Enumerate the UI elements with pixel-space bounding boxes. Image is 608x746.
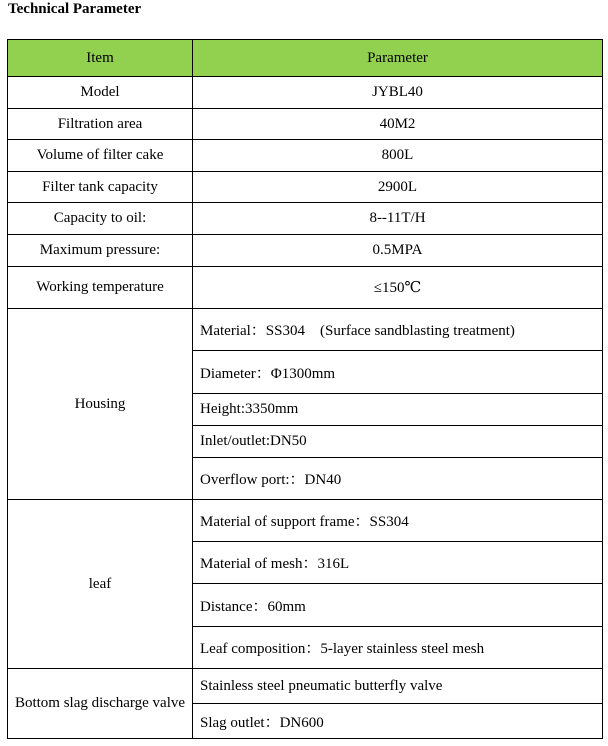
row-value: JYBL40 (193, 77, 603, 109)
row-value: 40M2 (193, 109, 603, 140)
row-value: 800L (193, 140, 603, 172)
row-value: ≤150℃ (193, 267, 603, 309)
table-row (8, 172, 603, 203)
row-item: Filter tank capacity (8, 172, 193, 203)
table-row (8, 140, 603, 172)
housing-value: Diameter：Φ1300mm (193, 351, 603, 394)
parameter-table (7, 39, 603, 739)
leaf-value: Material of support frame：SS304 (193, 500, 603, 542)
leaf-label: leaf (8, 500, 193, 669)
page-title: Technical Parameter (8, 1, 142, 17)
header-row (8, 40, 603, 77)
housing-value: Inlet/outlet:DN50 (193, 426, 603, 458)
row-value: 0.5MPA (193, 235, 603, 267)
header-item: Item (8, 40, 193, 77)
housing-value: Height:3350mm (193, 394, 603, 426)
table-row (8, 109, 603, 140)
bottom-valve-value: Stainless steel pneumatic butterfly valve (193, 669, 603, 704)
leaf-value: Distance：60mm (193, 584, 603, 627)
table-row (8, 77, 603, 109)
row-item: Working temperature (8, 267, 193, 309)
housing-label: Housing (8, 309, 193, 500)
housing-value: Material：SS304 (Surface sandblasting treatment) (193, 309, 603, 351)
housing-row (8, 309, 603, 351)
row-value: 8--11T/H (193, 203, 603, 235)
table-row (8, 235, 603, 267)
bottom-valve-label: Bottom slag discharge valve (8, 669, 193, 739)
leaf-value: Leaf composition：5-layer stainless steel mesh (193, 627, 603, 669)
row-item: Model (8, 77, 193, 109)
table-row (8, 203, 603, 235)
leaf-row (8, 500, 603, 542)
header-parameter: Parameter (193, 40, 603, 77)
row-item: Volume of filter cake (8, 140, 193, 172)
bottom-valve-row (8, 669, 603, 704)
leaf-value: Material of mesh：316L (193, 542, 603, 584)
row-item: Filtration area (8, 109, 193, 140)
row-value: 2900L (193, 172, 603, 203)
table-row (8, 267, 603, 309)
row-item: Maximum pressure: (8, 235, 193, 267)
housing-value: Overflow port:：DN40 (193, 458, 603, 500)
bottom-valve-value: Slag outlet：DN600 (193, 704, 603, 739)
row-item: Capacity to oil: (8, 203, 193, 235)
